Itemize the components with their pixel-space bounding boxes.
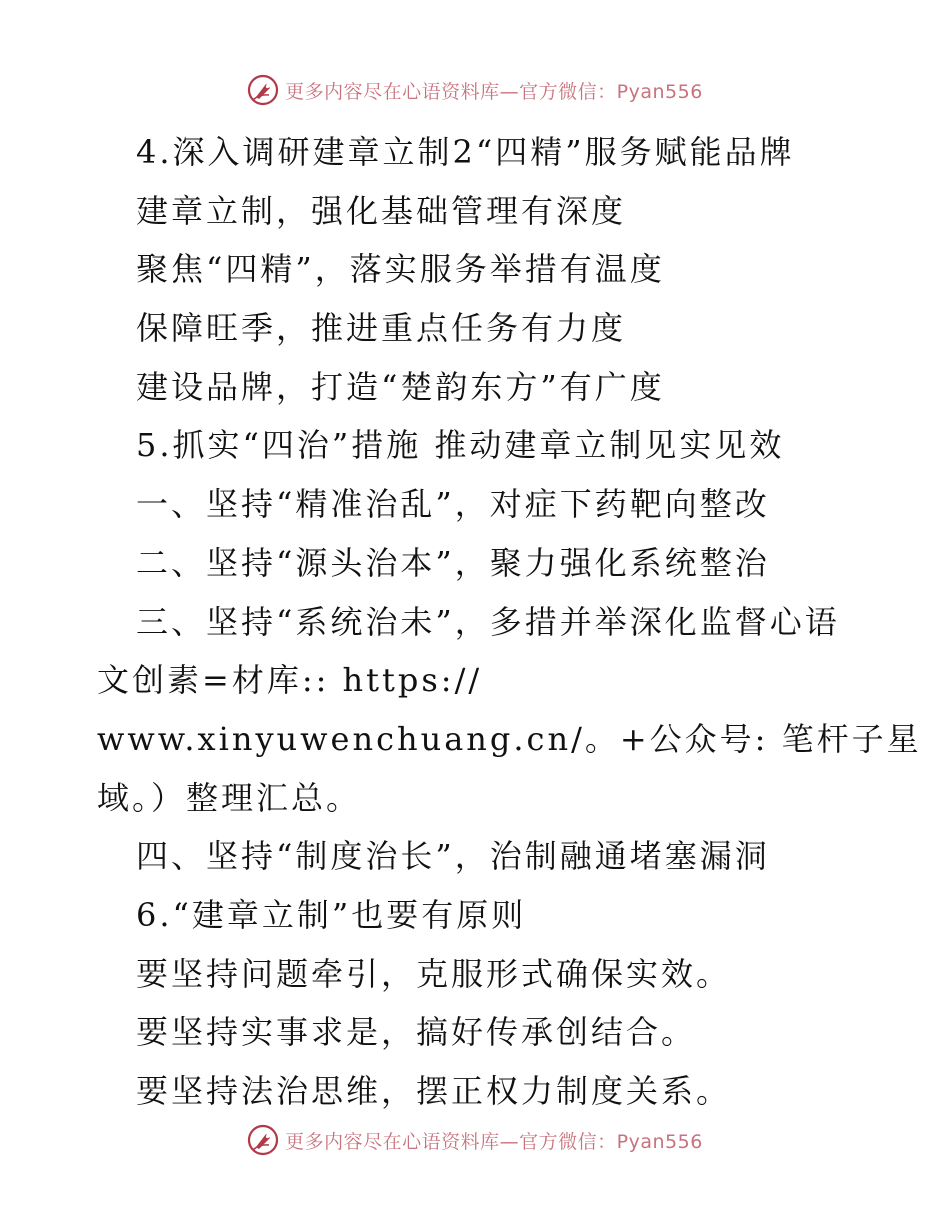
text-line: 文创素=材库:: https:// xyxy=(97,661,483,700)
text-line: 域。）整理汇总。 xyxy=(97,778,362,817)
text-line: 要坚持法治思维，摆正权力制度关系。 xyxy=(136,1072,732,1110)
footer-banner-text: 更多内容尽在心语资料库—官方微信：Pyan556 xyxy=(285,1130,703,1153)
header-banner-text: 更多内容尽在心语资料库—官方微信：Pyan556 xyxy=(285,80,703,103)
text-line: 要坚持问题牵引，克服形式确保实效。 xyxy=(136,954,732,993)
pen-nib-logo-icon xyxy=(247,1124,279,1156)
text-line: 4.深入调研建章立制2“四精”服务赋能品牌 xyxy=(136,133,795,171)
text-line: 5.抓实“四治”措施 推动建章立制见实见效 xyxy=(136,426,785,465)
text-line: 建章立制，强化基础管理有深度 xyxy=(136,191,627,230)
document-body xyxy=(97,123,922,1121)
text-line: 6.“建章立制”也要有原则 xyxy=(136,895,527,934)
text-line: 聚焦“四精”，落实服务举措有温度 xyxy=(136,250,665,289)
text-line: 一、坚持“精准治乱”，对症下药靶向整改 xyxy=(136,485,770,524)
pen-nib-logo-icon xyxy=(247,74,279,106)
footer-banner xyxy=(0,1120,950,1160)
text-line: www.xinyuwenchuang.cn/。+公众号: 笔杆子星 xyxy=(97,719,922,758)
text-line: 建设品牌，打造“楚韵东方”有广度 xyxy=(136,367,665,406)
text-line: 保障旺季，推进重点任务有力度 xyxy=(136,309,627,348)
header-banner xyxy=(0,70,950,110)
text-line: 二、坚持“源头治本”，聚力强化系统整治 xyxy=(136,543,770,582)
text-line: 要坚持实事求是，搞好传承创结合。 xyxy=(136,1013,697,1052)
text-line: 三、坚持“系统治未”，多措并举深化监督心语 xyxy=(136,602,840,641)
text-line: 四、坚持“制度治长”，治制融通堵塞漏洞 xyxy=(136,837,770,876)
